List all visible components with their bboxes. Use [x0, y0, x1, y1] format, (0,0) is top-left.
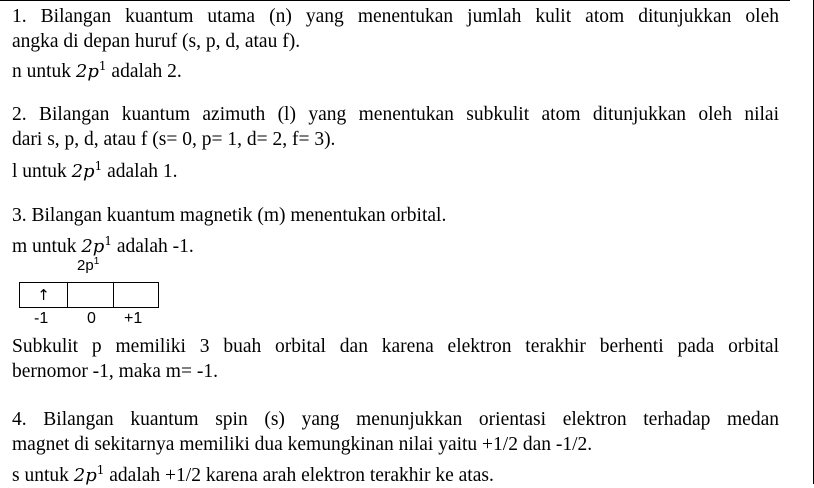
s1-line3	[12, 54, 182, 84]
orbital-box-minus1: ↑	[20, 283, 68, 307]
s3-after2: bernomor -1, maka m= -1.	[12, 361, 218, 382]
orbital-diagram-label: $2p^1$	[77, 256, 100, 274]
orbital-box-0	[68, 283, 114, 307]
s4-line3-post: adalah +1/2 karena arah elektron terakhir ke atas.	[109, 465, 494, 486]
s4-line3-pre: s untuk	[12, 465, 69, 486]
s4-line2: magnet di sekitarnya memiliki dua kemungkinan nilai yaitu +1/2 dan -1/2.	[12, 434, 593, 455]
s2-line3-post: adalah 1.	[107, 161, 178, 182]
orbital-notation: $2p^1$	[71, 159, 103, 182]
s1-line3-post: adalah 2.	[111, 61, 182, 82]
orbital-box-plus1	[114, 283, 158, 307]
s3-line1: 3. Bilangan kuantum magnetik (m) menentukan orbital.	[12, 205, 447, 226]
s2-line3	[12, 154, 177, 184]
s2-line3-pre: l untuk	[12, 161, 67, 182]
s2-line1: 2. Bilangan kuantum azimuth (l) yang menentukan subkulit atom ditunjukkan oleh nilai	[12, 104, 779, 125]
orbital-number-minus1: -1	[34, 310, 49, 327]
orbital-number-plus1: +1	[124, 310, 143, 327]
s3-line2	[12, 229, 194, 259]
s1-line2: angka di depan huruf (s, p, d, atau f).	[12, 31, 301, 52]
orbital-boxes	[19, 282, 159, 308]
orbital-notation: $2p^1$	[81, 234, 112, 257]
top-rule	[0, 0, 790, 1]
orbital-notation: $2p^1$	[75, 59, 107, 82]
s3-after1: Subkulit p memiliki 3 buah orbital dan karena elektron terakhir berhenti pada orbital	[12, 336, 779, 357]
s3-line2-post: adalah -1.	[116, 236, 194, 257]
s4-line1: 4. Bilangan kuantum spin (s) yang menunjukkan orientasi elektron terhadap medan	[12, 409, 779, 430]
orbital-number-0: 0	[87, 310, 96, 327]
s2-line2: dari s, p, d, atau f (s= 0, p= 1, d= 2, f= 3).	[12, 129, 336, 150]
s1-line3-pre: n untuk	[12, 61, 72, 82]
s1-line1: 1. Bilangan kuantum utama (n) yang menentukan jumlah kulit atom ditunjukkan oleh	[12, 6, 779, 27]
s3-line2-pre: m untuk	[12, 236, 77, 257]
orbital-notation: $2p^1$	[73, 463, 105, 486]
